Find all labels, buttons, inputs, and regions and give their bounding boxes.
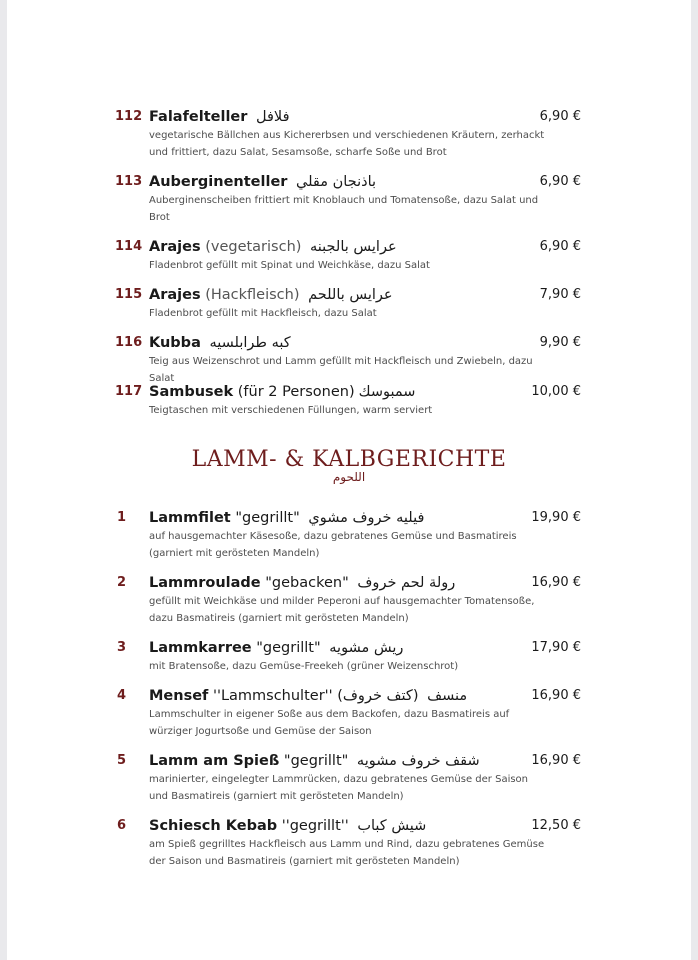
item-description: vegetarische Bällchen aus Kichererbsen und verschiedenen Kräutern, zerhackt und frittiert, dazu Salat, Sesamsoße, scharfe Soße und Brot: [149, 130, 545, 158]
item-arabic-name: كبه طرابلسيه: [209, 335, 291, 351]
item-title: [149, 334, 291, 352]
item-price: 6,90 €: [539, 239, 581, 254]
item-price: 6,90 €: [539, 109, 581, 124]
item-title: [149, 108, 290, 126]
item-name: Sambusek: [149, 384, 234, 400]
item-title: [149, 286, 393, 304]
section-title: LAMM- & KALBGERICHTE: [191, 447, 507, 472]
item-title: [149, 173, 376, 191]
item-variant: (für 2 Personen): [237, 384, 355, 400]
item-number: 113: [115, 174, 143, 189]
item-description: Teigtaschen mit verschiedenen Füllungen, warm serviert: [149, 405, 433, 416]
item-title: [149, 238, 397, 256]
item-title: [149, 687, 467, 705]
item-title: [149, 817, 426, 835]
item-description: Teig aus Weizenschrot und Lamm gefüllt mit Hackfleisch und Zwiebeln, dazu Salat: [149, 356, 533, 384]
item-description: Fladenbrot gefüllt mit Spinat und Weichkäse, dazu Salat: [149, 260, 430, 271]
item-title: [149, 383, 415, 401]
item-name: Arajes: [149, 239, 201, 255]
item-title: [149, 639, 403, 657]
item-price: 19,90 €: [531, 510, 581, 525]
item-arabic-name: فلافل: [256, 109, 290, 125]
item-arabic-name: باذنجان مقلي: [296, 174, 377, 190]
item-arabic-name: فيليه خروف مشوي: [308, 510, 425, 526]
item-variant: "gegrillt": [283, 753, 349, 769]
item-name: Lamm am Spieß: [149, 753, 280, 769]
item-name: Falafelteller: [149, 109, 248, 125]
item-description: auf hausgemachter Käsesoße, dazu gebratenes Gemüse und Basmatireis (garniert mit gerösteten Mandeln): [149, 531, 517, 559]
section-arabic-title: اللحوم: [332, 470, 366, 484]
item-description: am Spieß gegrilltes Hackfleisch aus Lamm und Rind, dazu gebratenes Gemüse der Saison und Basmatireis (garniert mit gerösteten Mandeln): [149, 839, 545, 867]
item-number: 4: [117, 688, 127, 703]
item-variant: ''Lammschulter'' (كتف خروف): [212, 688, 419, 704]
item-arabic-name: رولة لحم خروف: [357, 575, 456, 591]
item-name: Schiesch Kebab: [149, 818, 278, 834]
item-number: 114: [115, 239, 143, 254]
item-arabic-name: ريش مشويه: [329, 640, 404, 656]
item-number: 2: [117, 575, 127, 590]
item-price: 17,90 €: [531, 640, 581, 655]
item-variant: ''gegrillt'': [281, 818, 349, 834]
item-name: Lammfilet: [149, 510, 231, 526]
item-arabic-name: عرايس بالجبنه: [310, 239, 397, 255]
item-price: 7,90 €: [539, 287, 581, 302]
item-arabic-name: شيش كباب: [357, 818, 427, 834]
item-description: mit Bratensoße, dazu Gemüse-Freekeh (grüner Weizenschrot): [149, 661, 459, 672]
item-description: Lammschulter in eigener Soße aus dem Backofen, dazu Basmatireis auf würziger Jogurtsoße und Gemüse der Saison: [149, 709, 510, 737]
item-name: Lammroulade: [149, 575, 261, 591]
item-number: 3: [117, 640, 127, 655]
item-title: [149, 574, 455, 592]
item-number: 116: [115, 335, 143, 350]
item-variant: "gebacken": [265, 575, 349, 591]
item-price: 10,00 €: [531, 384, 581, 399]
item-title: [149, 752, 480, 770]
item-variant: "gegrillt": [235, 510, 300, 526]
item-description: Fladenbrot gefüllt mit Hackfleisch, dazu Salat: [149, 308, 377, 319]
item-name: Lammkarree: [149, 640, 252, 656]
item-price: 16,90 €: [531, 575, 581, 590]
item-variant: (vegetarisch): [205, 239, 302, 255]
item-description: marinierter, eingelegter Lammrücken, dazu gebratenes Gemüse der Saison und Basmatireis (garniert mit gerösteten Mandeln): [149, 774, 529, 802]
item-name: Arajes: [149, 287, 201, 303]
item-number: 112: [115, 109, 143, 124]
item-price: 9,90 €: [539, 335, 581, 350]
menu-page: [7, 0, 691, 960]
item-arabic-name: سمبوسك: [358, 384, 416, 400]
item-description: Auberginenscheiben frittiert mit Knoblauch und Tomatensoße, dazu Salat und Brot: [149, 195, 539, 223]
item-price: 16,90 €: [531, 753, 581, 768]
item-number: 115: [115, 287, 143, 302]
item-arabic-name: شقف خروف مشويه: [356, 753, 480, 769]
item-description: gefüllt mit Weichkäse und milder Peperoni auf hausgemachter Tomatensoße, dazu Basmatireis (garniert mit gerösteten Mandeln): [149, 596, 535, 624]
item-name: Mensef: [149, 688, 209, 704]
item-price: 12,50 €: [531, 818, 581, 833]
item-name: Auberginenteller: [149, 174, 288, 190]
item-number: 117: [115, 384, 143, 399]
item-arabic-name: عرايس باللحم: [308, 287, 393, 303]
item-title: [149, 509, 424, 527]
item-number: 5: [117, 753, 127, 768]
item-number: 1: [117, 510, 127, 525]
item-price: 16,90 €: [531, 688, 581, 703]
item-number: 6: [117, 818, 127, 833]
item-name: Kubba: [149, 335, 201, 351]
item-price: 6,90 €: [539, 174, 581, 189]
item-arabic-name: منسف: [427, 688, 468, 704]
item-variant: (Hackfleisch): [205, 287, 300, 303]
item-variant: "gegrillt": [256, 640, 321, 656]
